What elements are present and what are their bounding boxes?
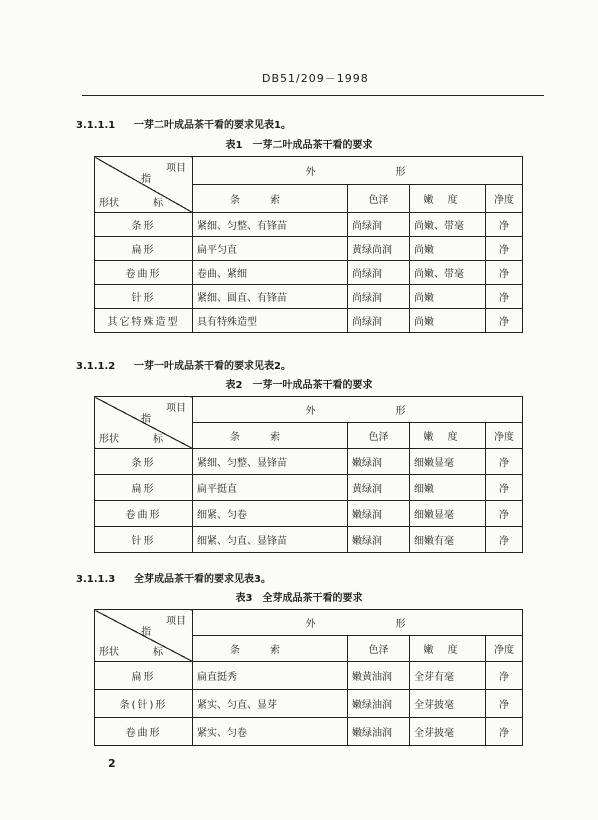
sezhe-cell: 嫩绿润 [348, 501, 410, 527]
header-rule [82, 95, 544, 96]
clause-text: 全芽成品茶干看的要求见表3。 [134, 574, 271, 585]
table-row [95, 718, 523, 746]
tiaosuo-cell: 紧细、匀整、显锋苗 [193, 449, 348, 475]
col-header-tiaosuo: 条索 [193, 185, 348, 213]
sezhe-cell: 黄绿尚润 [348, 237, 410, 261]
shape-cell: 卷曲形 [95, 718, 193, 746]
table-row [95, 237, 523, 261]
jingdu-cell: 净 [486, 690, 523, 718]
clause-text: 一芽二叶成品茶干看的要求见表1。 [134, 120, 291, 131]
tiaosuo-cell: 扁平匀直 [193, 237, 348, 261]
col-header-sezhe: 色泽 [348, 185, 410, 213]
clause-3-1-1-2 [76, 357, 291, 372]
jingdu-cell: 净 [486, 662, 523, 690]
nendu-cell: 细嫩显毫 [410, 449, 486, 475]
nendu-cell: 细嫩显毫 [410, 501, 486, 527]
tiaosuo-cell: 紧细、匀整、有锋苗 [193, 213, 348, 237]
clause-number: 3.1.1.3 [76, 574, 116, 585]
shape-cell: 条(针)形 [95, 690, 193, 718]
table-header-row [95, 157, 523, 185]
shape-cell: 其它特殊造型 [95, 309, 193, 333]
col-header-jingdu: 净度 [486, 423, 523, 449]
nendu-cell: 尚嫩 [410, 285, 486, 309]
jingdu-cell: 净 [486, 237, 523, 261]
running-header: DB51/209－1998 [262, 72, 369, 85]
sezhe-cell: 嫩绿润 [348, 527, 410, 553]
col-header-nendu: 嫩度 [410, 185, 486, 213]
table-row [95, 690, 523, 718]
corner-label-indicator: 指 [141, 174, 151, 185]
sezhe-cell: 尚绿润 [348, 285, 410, 309]
tiaosuo-cell: 紧实、匀直、显芽 [193, 690, 348, 718]
table-row [95, 285, 523, 309]
corner-label-shape: 形状 [99, 198, 119, 209]
table-row [95, 501, 523, 527]
corner-label-indicator-2: 标 [153, 647, 163, 658]
nendu-cell: 细嫩 [410, 475, 486, 501]
tiaosuo-cell: 紧细、圆直、有锋苗 [193, 285, 348, 309]
page-number: 2 [108, 757, 116, 770]
shape-cell: 扁形 [95, 237, 193, 261]
corner-label-indicator: 指 [141, 414, 151, 425]
table-header-row [95, 610, 523, 636]
jingdu-cell: 净 [486, 309, 523, 333]
sezhe-cell: 嫩绿油润 [348, 690, 410, 718]
corner-label-indicator-2: 标 [153, 434, 163, 445]
tiaosuo-cell: 紧实、匀卷 [193, 718, 348, 746]
nendu-cell: 尚嫩、带毫 [410, 261, 486, 285]
table-3-caption: 表3 全芽成品茶干看的要求 [235, 593, 363, 604]
jingdu-cell: 净 [486, 718, 523, 746]
jingdu-cell: 净 [486, 213, 523, 237]
nendu-cell: 尚嫩、带毫 [410, 213, 486, 237]
table-2-caption: 表2 一芽一叶成品茶干看的要求 [225, 380, 373, 391]
clause-number: 3.1.1.2 [76, 361, 116, 372]
shape-cell: 条形 [95, 213, 193, 237]
corner-header-cell [95, 157, 193, 213]
table-row [95, 261, 523, 285]
group-header-appearance: 外形 [193, 610, 523, 636]
col-header-nendu: 嫩度 [410, 636, 486, 662]
col-header-sezhe: 色泽 [348, 423, 410, 449]
group-header-appearance: 外形 [193, 397, 523, 423]
table-row [95, 213, 523, 237]
clause-3-1-1-1 [76, 116, 291, 131]
shape-cell: 卷曲形 [95, 501, 193, 527]
table-row [95, 527, 523, 553]
tiaosuo-cell: 扁平挺直 [193, 475, 348, 501]
corner-header-cell [95, 610, 193, 662]
nendu-cell: 尚嫩 [410, 309, 486, 333]
table-1 [94, 156, 523, 333]
sezhe-cell: 尚绿润 [348, 309, 410, 333]
corner-label-item: 项目 [166, 403, 186, 414]
corner-label-indicator: 指 [141, 627, 151, 638]
corner-label-shape: 形状 [99, 647, 119, 658]
jingdu-cell: 净 [486, 527, 523, 553]
shape-cell: 针形 [95, 285, 193, 309]
table-2 [94, 396, 523, 553]
shape-cell: 条形 [95, 449, 193, 475]
table-header-row [95, 397, 523, 423]
table-row [95, 662, 523, 690]
col-header-nendu: 嫩度 [410, 423, 486, 449]
col-header-tiaosuo: 条索 [193, 423, 348, 449]
clause-text: 一芽一叶成品茶干看的要求见表2。 [134, 361, 291, 372]
sezhe-cell: 尚绿润 [348, 261, 410, 285]
sezhe-cell: 尚绿润 [348, 213, 410, 237]
tiaosuo-cell: 卷曲、紧细 [193, 261, 348, 285]
table-1-caption: 表1 一芽二叶成品茶干看的要求 [225, 140, 373, 151]
shape-cell: 针形 [95, 527, 193, 553]
jingdu-cell: 净 [486, 475, 523, 501]
col-header-tiaosuo: 条索 [193, 636, 348, 662]
tiaosuo-cell: 细紧、匀卷 [193, 501, 348, 527]
group-header-appearance: 外形 [193, 157, 523, 185]
sezhe-cell: 嫩绿润 [348, 449, 410, 475]
corner-label-shape: 形状 [99, 434, 119, 445]
jingdu-cell: 净 [486, 449, 523, 475]
jingdu-cell: 净 [486, 261, 523, 285]
table-row [95, 475, 523, 501]
shape-cell: 扁形 [95, 475, 193, 501]
tiaosuo-cell: 细紧、匀直、显锋苗 [193, 527, 348, 553]
nendu-cell: 尚嫩 [410, 237, 486, 261]
col-header-jingdu: 净度 [486, 185, 523, 213]
tiaosuo-cell: 扁直挺秀 [193, 662, 348, 690]
nendu-cell: 全芽有毫 [410, 662, 486, 690]
sezhe-cell: 嫩绿油润 [348, 718, 410, 746]
corner-label-indicator-2: 标 [153, 198, 163, 209]
sezhe-cell: 黄绿润 [348, 475, 410, 501]
col-header-sezhe: 色泽 [348, 636, 410, 662]
nendu-cell: 全芽披毫 [410, 690, 486, 718]
col-header-jingdu: 净度 [486, 636, 523, 662]
tiaosuo-cell: 具有特殊造型 [193, 309, 348, 333]
jingdu-cell: 净 [486, 501, 523, 527]
table-row [95, 309, 523, 333]
corner-label-item: 项目 [166, 616, 186, 627]
table-3 [94, 609, 523, 746]
table-row [95, 449, 523, 475]
clause-3-1-1-3 [76, 570, 271, 585]
corner-header-cell [95, 397, 193, 449]
shape-cell: 卷曲形 [95, 261, 193, 285]
clause-number: 3.1.1.1 [76, 120, 116, 131]
nendu-cell: 细嫩有毫 [410, 527, 486, 553]
nendu-cell: 全芽披毫 [410, 718, 486, 746]
sezhe-cell: 嫩黄油润 [348, 662, 410, 690]
corner-label-item: 项目 [166, 163, 186, 174]
shape-cell: 扁形 [95, 662, 193, 690]
jingdu-cell: 净 [486, 285, 523, 309]
